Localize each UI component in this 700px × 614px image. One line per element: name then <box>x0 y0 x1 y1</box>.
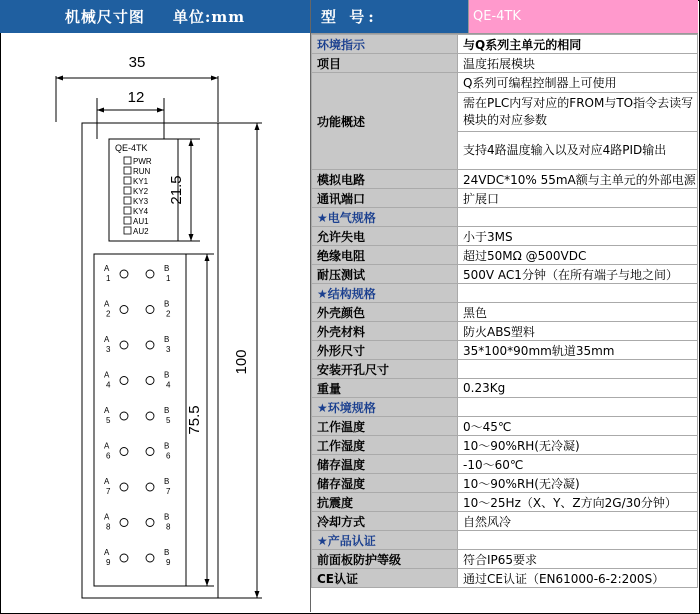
led-label: AU2 <box>133 227 149 236</box>
section-header: ★产品认证 <box>312 531 458 550</box>
spec-key: 模拟电路 <box>312 170 458 189</box>
spec-key: 外壳材料 <box>312 322 458 341</box>
terminal-row <box>104 477 171 496</box>
table-row <box>312 550 698 569</box>
terminal-row <box>104 371 171 390</box>
led-item <box>124 227 149 236</box>
spec-key: 储存湿度 <box>312 474 458 493</box>
terminal-screw-icon <box>120 306 128 314</box>
table-row <box>312 360 698 379</box>
terminal-a-letter: A <box>104 370 110 380</box>
terminal-screw-icon <box>146 412 154 420</box>
spec-value: -10～60℃ <box>458 455 698 474</box>
terminal-b-number: 3 <box>166 345 171 354</box>
terminal-b-letter: B <box>164 370 170 380</box>
section-header-row <box>312 208 698 227</box>
arrow-icon <box>56 76 63 81</box>
led-item <box>124 167 151 176</box>
drawing-title: 机械尺寸图 <box>64 8 145 26</box>
section-header: ★环境规格 <box>312 398 458 417</box>
terminal-screw-icon <box>120 412 128 420</box>
terminal-screw-icon <box>146 270 154 278</box>
spec-key: 前面板防护等级 <box>312 550 458 569</box>
spec-key: 工作湿度 <box>312 436 458 455</box>
terminal-b-number: 7 <box>166 487 171 496</box>
terminal-screw-icon <box>120 554 128 562</box>
arrow-icon <box>189 139 194 146</box>
dim-label-height-text: 21.5 <box>168 175 185 205</box>
terminal-a-letter: A <box>104 335 110 344</box>
terminal-a-letter: A <box>104 406 110 415</box>
terminal-b-number: 1 <box>166 274 171 283</box>
terminal-b-number: 4 <box>166 380 171 390</box>
spec-key: 冷却方式 <box>312 512 458 531</box>
section-header: ★电气规格 <box>312 208 458 227</box>
terminal-b-number: 9 <box>166 558 171 567</box>
led-item <box>124 207 149 216</box>
table-row <box>312 303 698 322</box>
terminal-a-letter: A <box>104 548 110 557</box>
table-row <box>312 265 698 284</box>
terminal-a-number: 8 <box>106 522 111 532</box>
spec-value: 支持4路温度输入以及对应4路PID输出 <box>463 143 667 157</box>
arrow-icon <box>255 123 260 130</box>
spec-key: 工作温度 <box>312 417 458 436</box>
table-row <box>312 227 698 246</box>
terminal-b-letter: B <box>164 335 170 344</box>
terminal-b-number: 6 <box>166 451 171 461</box>
spec-key: 允许失电 <box>312 227 458 246</box>
terminal-screw-icon <box>146 519 154 527</box>
led-label: KY2 <box>133 187 149 196</box>
terminal-row <box>104 513 171 532</box>
table-row <box>312 54 698 73</box>
spec-key: 耐压测试 <box>312 265 458 284</box>
terminal-screw-icon <box>146 448 154 456</box>
led-label: KY3 <box>133 197 149 206</box>
terminal-row <box>104 335 171 354</box>
led-checkbox-icon <box>124 217 131 224</box>
unit-label: 单位:mm <box>172 8 246 26</box>
table-row <box>312 493 698 512</box>
terminal-screw-icon <box>120 483 128 491</box>
terminal-row <box>104 548 171 567</box>
led-label: RUN <box>133 167 151 176</box>
terminal-screw-icon <box>146 377 154 385</box>
led-item <box>124 157 152 166</box>
drawing-panel <box>0 0 311 612</box>
led-label: PWR <box>133 157 152 166</box>
spec-value <box>458 360 698 379</box>
spec-value: 防火ABS塑料 <box>458 322 698 341</box>
table-row <box>312 379 698 398</box>
spec-key: 绝缘电阻 <box>312 246 458 265</box>
spec-key: 安装开孔尺寸 <box>312 360 458 379</box>
spec-value: 黑色 <box>458 303 698 322</box>
led-label: KY1 <box>133 177 149 186</box>
terminal-screw-icon <box>120 341 128 349</box>
arrow-icon <box>97 108 104 113</box>
terminal-a-number: 6 <box>106 451 111 461</box>
table-row <box>312 417 698 436</box>
terminal-row <box>104 406 171 425</box>
led-checkbox-icon <box>124 197 131 204</box>
table-row <box>312 170 698 189</box>
section-header-row <box>312 398 698 417</box>
terminal-a-number: 2 <box>106 309 111 319</box>
spec-value: 扩展口 <box>458 189 698 208</box>
table-row <box>312 73 698 93</box>
table-row <box>312 35 698 54</box>
arrow-icon <box>205 254 210 261</box>
table-row <box>312 341 698 360</box>
terminal-screw-icon <box>120 270 128 278</box>
terminal-screw-icon <box>120 377 128 385</box>
spec-value: 通过CE认证（EN61000-6-2:200S） <box>458 569 698 588</box>
terminal-b-letter: B <box>164 477 170 486</box>
led-checkbox-icon <box>124 187 131 194</box>
terminal-screw-icon <box>146 483 154 491</box>
terminal-a-letter: A <box>104 264 110 273</box>
spec-key: 环境指示 <box>312 35 458 54</box>
terminal-row <box>104 264 171 283</box>
led-label: KY4 <box>133 207 149 216</box>
terminal-b-letter: B <box>164 548 170 557</box>
spec-key: 外形尺寸 <box>312 341 458 360</box>
terminal-b-number: 8 <box>166 522 171 532</box>
spec-value: 0.23Kg <box>458 379 698 398</box>
model-value: QE-4TK <box>468 0 698 33</box>
spec-value: 24VDC*10% 55mA额与主单元的外部电源 <box>458 170 698 189</box>
terminal-a-letter: A <box>104 299 110 309</box>
spec-key: 储存温度 <box>312 455 458 474</box>
terminal-a-letter: A <box>104 477 110 486</box>
led-checkbox-icon <box>124 227 131 234</box>
dim-height-text: 100 <box>233 349 250 375</box>
terminal-b-letter: B <box>164 406 170 415</box>
terminal-a-number: 1 <box>106 274 111 283</box>
terminal-row <box>104 442 171 461</box>
table-row <box>312 512 698 531</box>
spec-key: 通讯端口 <box>312 189 458 208</box>
led-checkbox-icon <box>124 207 131 214</box>
spec-key: 外壳颜色 <box>312 303 458 322</box>
terminal-row <box>104 300 171 319</box>
spec-value: 10～90%RH(无冷凝) <box>458 436 698 455</box>
table-row <box>312 322 698 341</box>
terminal-screw-icon <box>120 519 128 527</box>
table-row <box>312 246 698 265</box>
led-checkbox-icon <box>124 177 131 184</box>
arrow-icon <box>205 579 210 586</box>
section-header-row <box>312 284 698 303</box>
table-row <box>312 455 698 474</box>
drawing-title-bar <box>0 0 310 33</box>
terminal-a-letter: A <box>104 512 110 522</box>
spec-value: 10～25Hz（X、Y、Z方向2G/30分钟） <box>458 493 698 512</box>
terminal-screw-icon <box>146 341 154 349</box>
arrow-icon <box>255 591 260 598</box>
led-checkbox-icon <box>124 167 131 174</box>
led-checkbox-icon <box>124 157 131 164</box>
terminal-screw-icon <box>146 306 154 314</box>
spec-value: Q系列可编程控制器上可使用 <box>458 73 698 93</box>
model-label: 型 号: <box>311 0 468 33</box>
spec-value: 温度拓展模块 <box>458 54 698 73</box>
section-header-row <box>312 531 698 550</box>
spec-value: 与Q系列主单元的相同 <box>458 35 698 54</box>
spec-key: 项目 <box>312 54 458 73</box>
terminal-b-letter: B <box>164 441 170 451</box>
dimension-drawing <box>0 33 310 612</box>
spec-value: 500V AC1分钟（在所有端子与地之间） <box>458 265 698 284</box>
spec-key: 重量 <box>312 379 458 398</box>
spec-value: 小于3MS <box>458 227 698 246</box>
table-row <box>312 436 698 455</box>
spec-value: 需在PLC内写对应的FROM与TO指令去读写模块的对应参数 <box>463 96 694 127</box>
terminal-a-number: 9 <box>106 558 111 567</box>
dim-width-text: 35 <box>128 54 146 71</box>
spec-panel <box>311 0 698 612</box>
terminal-a-number: 5 <box>106 416 111 425</box>
table-row <box>312 474 698 493</box>
terminal-a-number: 3 <box>106 345 111 354</box>
terminal-a-letter: A <box>104 441 110 451</box>
table-row <box>312 569 698 588</box>
spec-value: 超过50MΩ @500VDC <box>458 246 698 265</box>
spec-value: 10～90%RH(无冷凝) <box>458 474 698 493</box>
led-label: AU1 <box>133 217 149 226</box>
terminal-b-letter: B <box>164 512 170 522</box>
spec-value: 自然风冷 <box>458 512 698 531</box>
terminal-b-number: 5 <box>166 416 171 425</box>
led-item <box>124 177 149 186</box>
terminal-a-number: 7 <box>106 487 111 496</box>
spec-value: 符合IP65要求 <box>458 550 698 569</box>
arrow-icon <box>211 76 218 81</box>
led-list <box>124 157 152 236</box>
module-label: QE-4TK <box>115 143 148 153</box>
led-item <box>124 187 149 196</box>
arrow-icon <box>189 234 194 241</box>
dim-terminal-height-text: 75.5 <box>186 405 203 435</box>
terminal-b-number: 2 <box>166 309 171 319</box>
spec-key: CE认证 <box>312 569 458 588</box>
led-item <box>124 217 149 226</box>
spec-value: 0～45℃ <box>458 417 698 436</box>
table-row <box>312 189 698 208</box>
led-item <box>124 197 149 206</box>
terminal-screw-icon <box>146 554 154 562</box>
terminal-b-letter: B <box>164 264 170 273</box>
terminal-screw-icon <box>120 448 128 456</box>
terminal-a-number: 4 <box>106 380 111 390</box>
spec-value: 35*100*90mm轨道35mm <box>458 341 698 360</box>
dim-inner-text: 12 <box>127 89 145 106</box>
spec-key: 抗震度 <box>312 493 458 512</box>
arrow-icon <box>157 108 164 113</box>
model-row <box>311 0 698 34</box>
section-header: ★结构规格 <box>312 284 458 303</box>
spec-key: 功能概述 <box>312 73 458 170</box>
terminal-b-letter: B <box>164 299 170 309</box>
spec-table <box>311 34 698 588</box>
terminal-list <box>104 264 171 567</box>
